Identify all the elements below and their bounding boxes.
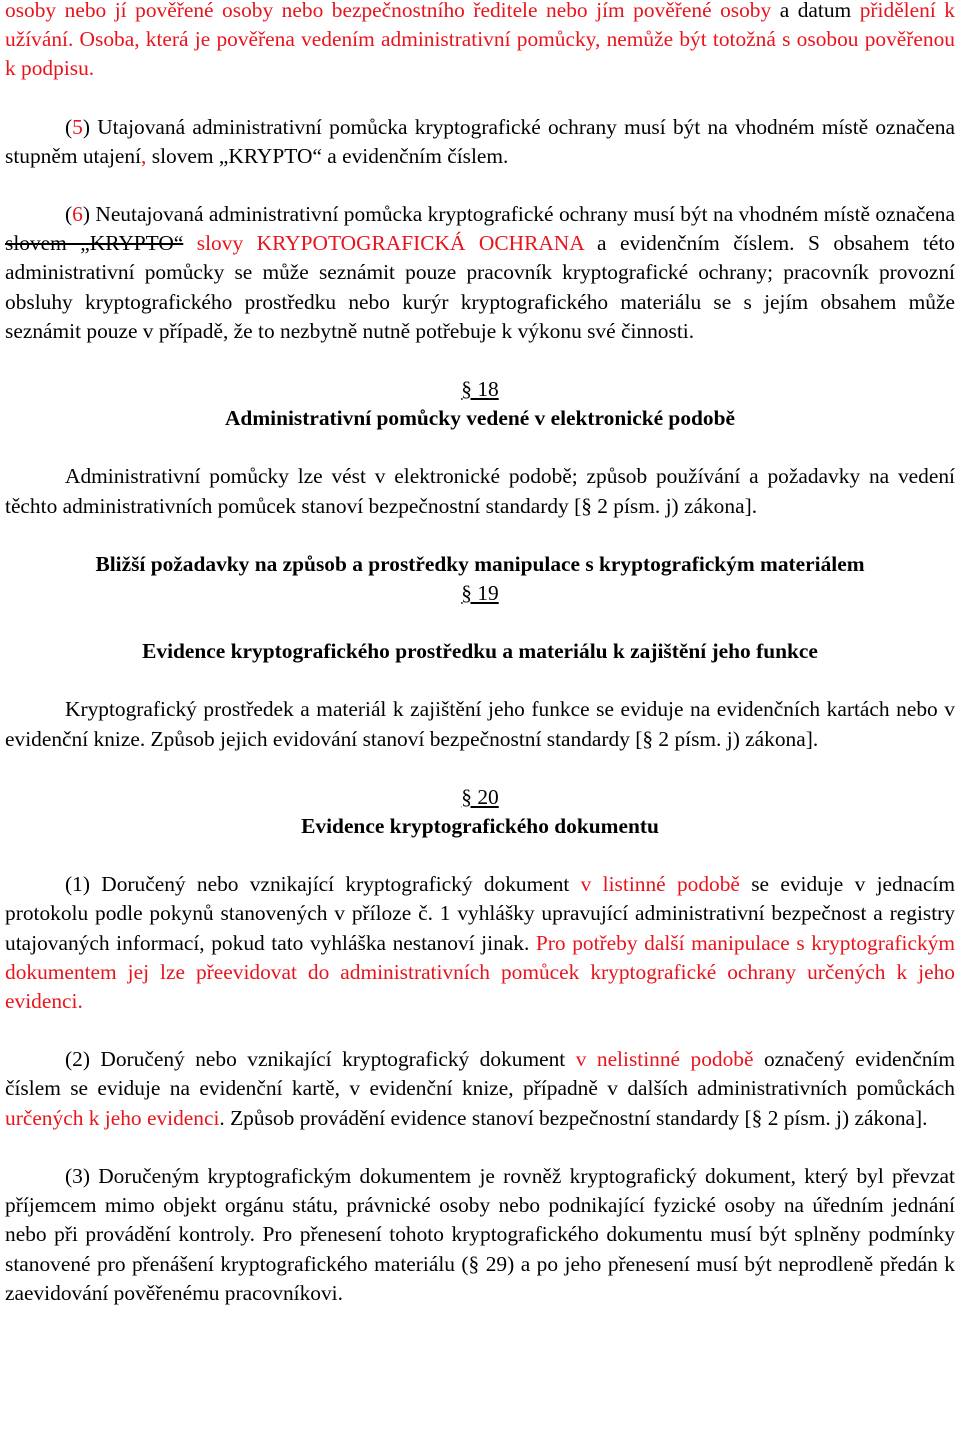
section-19-text: Kryptografický prostředek a materiál k zajištění jeho funkce se eviduje na evidenčních kartách nebo v evidenční knize. Způsob jejich evidování stanoví bezpečnostní standardy [§ 2 písm. j) zákona]. [5, 697, 955, 751]
inserted-text: určených k jeho evidenci [5, 1105, 220, 1130]
text: ( [65, 114, 73, 139]
section-18-number [5, 375, 955, 404]
section-20-paragraph-3: (3) Doručeným kryptografickým dokumentem je rovněž kryptografický dokument, který byl převzat příjemcem mimo objekt orgánu státu, právnické osoby nebo podnikající fyzické osoby na úředním jednání nebo při provádění kontroly. Pro přenesení tohoto kryptografického dokumentu musí být splněny podmínky stanovené pro přenášení kryptografického materiálu (§ 29) a po jeho přenesení musí být neprodleně předán k zaevidování pověřenému pracovníkovi. [5, 1163, 955, 1305]
spacer [5, 171, 955, 200]
spacer [5, 841, 955, 870]
spacer [5, 521, 955, 550]
paragraph-number: 6 [72, 202, 83, 227]
paragraph-5 [5, 113, 955, 171]
section-18-title: Administrativní pomůcky vedené v elektronické podobě [224, 406, 736, 431]
section-20-paragraph-2 [5, 1045, 955, 1133]
inserted-text: v nelistinné podobě [575, 1047, 754, 1072]
inserted-text: slovy KRYPOTOGRAFICKÁ OCHRANA [196, 231, 584, 256]
text: (1) Doručený nebo vznikající kryptografický dokument [65, 872, 581, 897]
section-19-number [5, 579, 955, 608]
text-red: , [141, 143, 147, 168]
section-19-title: Evidence kryptografického prostředku a materiálu k zajištění jeho funkce [142, 639, 818, 664]
text-red: přidělení k užívání. Osoba, která je pověřena vedením administrativní pomůcky, nemůže být totožná s osobou pověřenou k podpisu. [5, 0, 955, 81]
spacer [5, 608, 955, 637]
text: a datum [771, 0, 860, 22]
text: (2) Doručený nebo vznikající kryptografický dokument [65, 1047, 576, 1072]
spacer [5, 433, 955, 462]
document-page [5, 0, 955, 1308]
text: slovem „KRYPTO“ a evidenčním číslem. [146, 143, 509, 168]
spacer [5, 754, 955, 783]
inserted-text: Pro potřeby další manipulace s kryptografickým dokumentem jej lze přeevidovat do administrativních pomůcek kryptografické ochrany určených k jeho evidenci. [5, 930, 955, 1014]
section-18-text: Administrativní pomůcky lze vést v elektronické podobě; způsob používání a požadavky na vedení těchto administrativních pomůcek stanoví bezpečnostní standardy [§ 2 písm. j) zákona]. [5, 464, 955, 518]
text: se eviduje v jednacím protokolu podle pokynů stanovených v příloze č. 1 vyhlášky upravující administrativní bezpečnost a registry utajovaných informací, pokud tato vyhláška nestanoví jinak. [5, 872, 955, 955]
spacer [5, 1016, 955, 1045]
section-number: § 18 [461, 377, 499, 402]
section-number: § 20 [461, 784, 499, 809]
paragraph-number: 5 [72, 114, 83, 139]
spacer [5, 666, 955, 695]
deleted-text: slovem „KRYPTO“ [5, 231, 184, 256]
spacer [5, 346, 955, 375]
text: . Způsob provádění evidence stanoví bezpečnostní standardy [§ 2 písm. j) zákona]. [219, 1105, 928, 1130]
text: označený evidenčním číslem se eviduje na evidenční kartě, v evidenční knize, případně v dalších administrativních pomůckách [5, 1047, 955, 1101]
text: a evidenčním číslem. S obsahem této administrativní pomůcky se může seznámit pouze pracovník kryptografické ochrany; pracovník provozní obsluhy kryptografického prostředku nebo kurýr kryptografického materiálu se s jejím obsahem může seznámit pouze v případě, že to nezbytně nutně potřebuje k výkonu své činnosti. [5, 231, 955, 343]
spacer [5, 84, 955, 113]
inserted-text: v listinné podobě [580, 872, 740, 897]
text: ) Utajovaná administrativní pomůcka kryptografické ochrany musí být na vhodném místě označena stupněm utajení [5, 114, 955, 168]
paragraph-6 [5, 200, 955, 346]
section-20-title: Evidence kryptografického dokumentu [301, 814, 659, 839]
text-red: osoby nebo jí pověřené osoby nebo bezpečnostního ředitele nebo jím pověřené osoby [5, 0, 772, 22]
paragraph-intro [5, 0, 955, 84]
section-20-number [5, 783, 955, 812]
section-number: § 19 [461, 581, 499, 606]
spacer [5, 1133, 955, 1162]
text [183, 231, 197, 255]
section-20-paragraph-1 [5, 870, 955, 1016]
part-title: Bližší požadavky na způsob a prostředky manipulace s kryptografickým materiálem [95, 551, 865, 576]
text: ( [65, 202, 73, 227]
text: ) Neutajovaná administrativní pomůcka kryptografické ochrany musí být na vhodném místě označena [82, 202, 955, 227]
